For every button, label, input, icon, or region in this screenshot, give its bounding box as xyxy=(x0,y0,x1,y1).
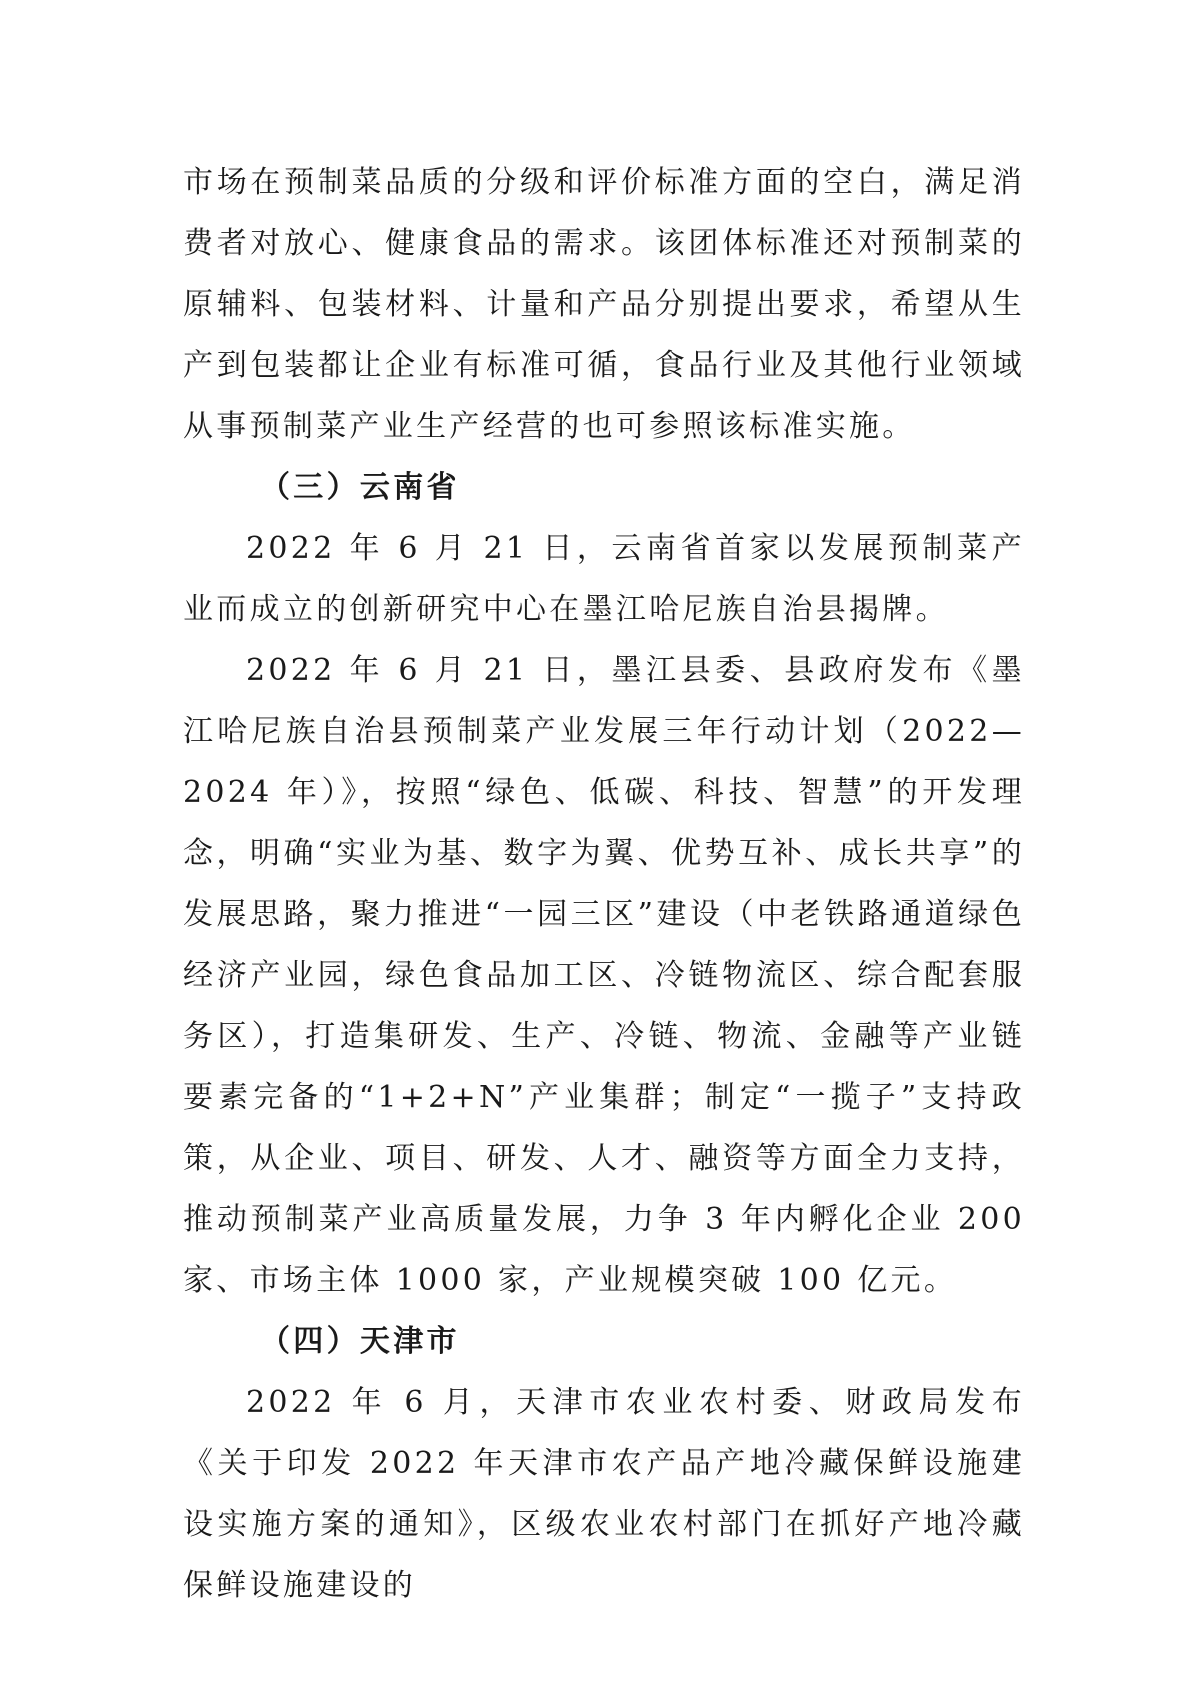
section-heading-yunnan: （三）云南省 xyxy=(260,470,460,505)
document-page xyxy=(183,152,1025,1616)
paragraph-tianjin-notice: 2022 年 6 月，天津市农业农村委、财政局发布《关于印发 2022 年天津市农产品产地冷藏保鲜设施建设实施方案的通知》，区级农业农村部门在抓好产地冷藏保鲜设施建设的 xyxy=(183,1385,1025,1603)
paragraph-mojiang-plan: 2022 年 6 月 21 日，墨江县委、县政府发布《墨江哈尼族自治县预制菜产业发展三年行动计划（2022—2024 年）》，按照“绿色、低碳、科技、智慧”的开发理念，明确“实业为基、数字为翼、优势互补、成长共享”的发展思路，聚力推进“一园三区”建设（中老铁路通道绿色经济产业园，绿色食品加工区、冷链物流区、综合配套服务区），打造集研发、生产、冷链、物流、金融等产业链要素完备的“1+2+N”产业集群；制定“一揽子”支持政策，从企业、项目、研发、人才、融资等方面全力支持，推动预制菜产业高质量发展，力争 3 年内孵化企业 200 家、市场主体 1000 家，产业规模突破 100 亿元。 xyxy=(183,653,1025,1298)
paragraph-yunnan-center: 2022 年 6 月 21 日，云南省首家以发展预制菜产业而成立的创新研究中心在墨江哈尼族自治县揭牌。 xyxy=(183,531,1025,627)
paragraph-continuation: 市场在预制菜品质的分级和评价标准方面的空白，满足消费者对放心、健康食品的需求。该团体标准还对预制菜的原辅料、包装材料、计量和产品分别提出要求，希望从生产到包装都让企业有标准可循，食品行业及其他行业领域从事预制菜产业生产经营的也可参照该标准实施。 xyxy=(183,165,1025,444)
section-heading-tianjin: （四）天津市 xyxy=(260,1324,460,1359)
